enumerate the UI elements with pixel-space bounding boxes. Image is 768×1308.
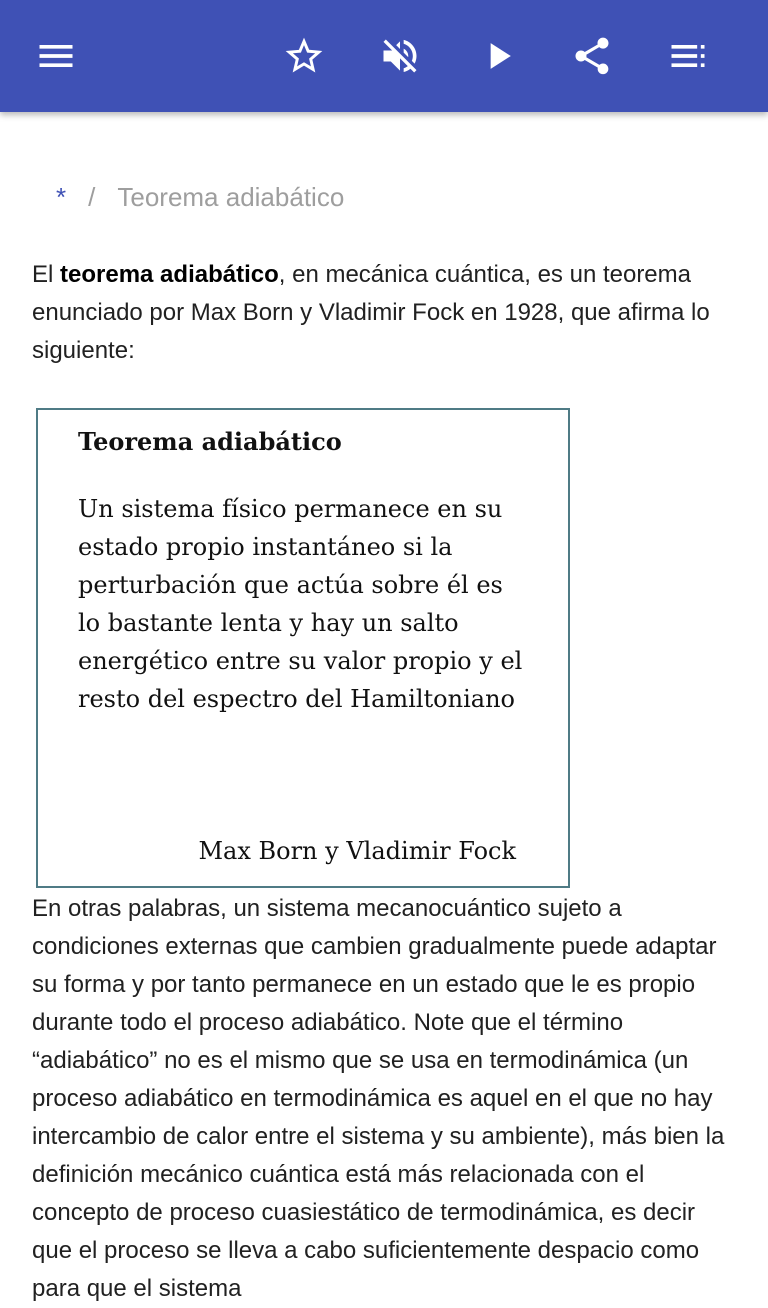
mute-button[interactable] (372, 28, 428, 84)
breadcrumb-separator: / (88, 182, 96, 212)
play-button[interactable] (470, 28, 526, 84)
theorem-quote-box (36, 408, 570, 888)
body-paragraph: En otras palabras, un sistema mecanocuántico sujeto a condiciones externas que cambien gradualmente puede adaptar su forma y por tanto permanece en un estado que le es propio durante todo el proceso adiabático. Note que el término “adiabático” no es el mismo que se usa en termodinámica (un proceso adiabático en termodinámica es aquel en el que no hay intercambio de calor entre el sistema y su ambiente), más bien la definición mecánico cuántica está más relacionada con el concepto de proceso cuasiestático de termodinámica, es decir que el proceso se lleva a cabo suficientemente despacio como para que el sistema (32, 895, 725, 1302)
quote-title: Teorema adiabático (78, 427, 342, 456)
playlist-icon (666, 34, 710, 78)
app-toolbar (0, 0, 768, 112)
breadcrumb (56, 182, 344, 213)
intro-bold-term: teorema adiabático (60, 261, 279, 288)
intro-text-before: El (32, 261, 61, 288)
favorite-button[interactable] (276, 28, 332, 84)
intro-text-after: , en mecánica cuántica, es un teorema enunciado por Max Born y Vladimir Fock en 1928, que afirma lo siguiente: (32, 261, 710, 364)
quote-text: Un sistema físico permanece en su estado propio instantáneo si la perturbación que actúa sobre él es lo bastante lenta y hay un salto energético entre su valor propio y el resto del espectro del Hamiltoniano (78, 495, 523, 713)
star-outline-icon (282, 34, 326, 78)
article-content (0, 112, 768, 1302)
menu-button[interactable] (28, 28, 84, 84)
quote-author: Max Born y Vladimir Fock (198, 837, 516, 865)
play-icon (476, 34, 520, 78)
share-button[interactable] (564, 28, 620, 84)
share-icon (570, 34, 614, 78)
menu-icon (34, 34, 78, 78)
contents-button[interactable] (660, 28, 716, 84)
breadcrumb-home-link[interactable]: * (56, 182, 67, 212)
breadcrumb-current: Teorema adiabático (117, 182, 345, 212)
volume-off-icon (378, 34, 422, 78)
intro-paragraph (32, 256, 738, 370)
